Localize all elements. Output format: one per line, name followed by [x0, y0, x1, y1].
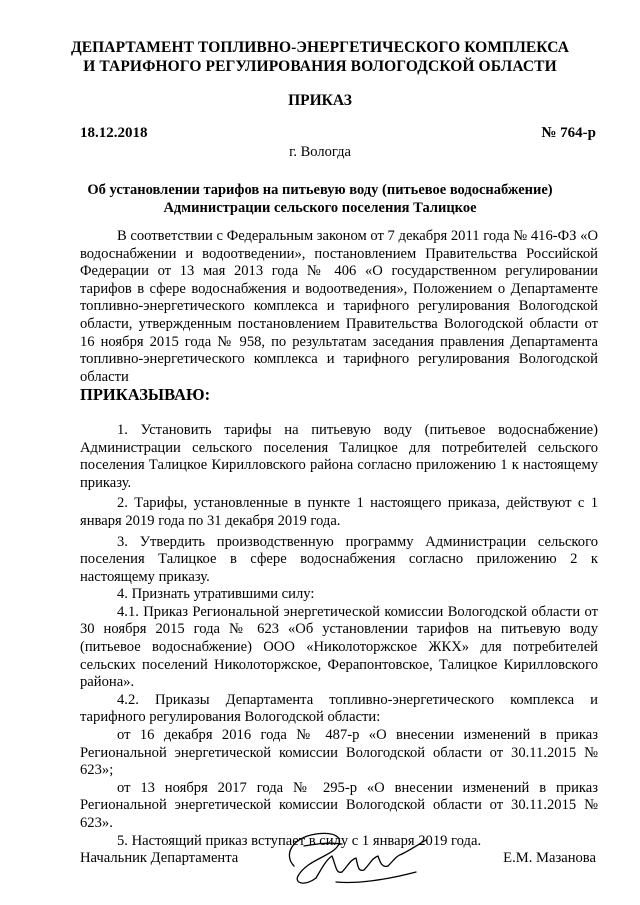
item-5: 5. Настоящий приказ вступает в силу с 1 января 2019 года.: [117, 832, 482, 849]
order-date: 18.12.2018: [80, 125, 148, 141]
document-type: ПРИКАЗ: [288, 92, 352, 109]
order-body: [80, 228, 598, 850]
department-header: [40, 38, 600, 76]
order-number: № 764-р: [541, 125, 596, 141]
handwritten-signature: [276, 826, 436, 892]
item-4: 4. Признать утратившими силу:: [117, 586, 315, 603]
signer-position: Начальник Департамента: [80, 850, 239, 866]
item-4-1: 4.1. Приказ Региональной энергетической комиссии Вологодской области от 30 ноября 2015 года № 623 «Об установлении тарифов на питьевую воду (питьевое водоснабжение) ООО «Николоторжское ЖКХ» для потребителей сельских поселений Николоторжское, Ферапонтовское, Талицкое Кирилловского района».: [80, 603, 598, 691]
city: г. Вологда: [289, 144, 351, 160]
item-4-2-b: от 13 ноября 2017 года № 295-р «О внесении изменений в приказ Региональной энергетической комиссии Вологодской области от 30.11.2015 № 623».: [80, 779, 598, 831]
item-3: 3. Утвердить производственную программу Администрации сельского поселения Талицкое в сфере водоснабжения согласно приложению 2 к настоящему приказу.: [80, 533, 598, 585]
item-1: 1. Установить тарифы на питьевую воду (питьевое водоснабжение) Администрации сельского поселения Талицкое для потребителей сельского поселения Талицкое Кирилловского района согласно приложению 1 к настоящему приказу.: [80, 421, 598, 491]
subject-line-1: Об установлении тарифов на питьевую воду (питьевое водоснабжение): [87, 182, 553, 198]
subject-line-2: Администрации сельского поселения Талицкое: [163, 199, 477, 216]
order-subject: [40, 182, 600, 217]
preamble: В соответствии с Федеральным законом от 7 декабря 2011 года № 416-ФЗ «О водоснабжении и водоотведении», постановлением Правительства Российской Федерации от 13 мая 2013 года № 406 «О государственном регулировании тарифов в сфере водоснабжения и водоотведения», Положением о Департаменте топливно-энергетического комплекса и тарифного регулирования Вологодской области, утвержденным постановлением Правительства Вологодской области от 16 ноября 2015 года № 958, по результатам заседания правления Департамента топливно-энергетического комплекса и тарифного регулирования Вологодской области: [80, 228, 598, 385]
item-2: 2. Тарифы, установленные в пункте 1 настоящего приказа, действуют с 1 января 2019 года по 31 декабря 2019 года.: [80, 495, 598, 529]
signer-name: Е.М. Мазанова: [503, 850, 596, 866]
item-4-2: 4.2. Приказы Департамента топливно-энергетического комплекса и тарифного регулирования Вологодской области:: [80, 691, 598, 726]
department-line-1: ДЕПАРТАМЕНТ ТОПЛИВНО-ЭНЕРГЕТИЧЕСКОГО КОМПЛЕКСА: [70, 39, 570, 56]
item-4-2-a: от 16 декабря 2016 года № 487-р «О внесении изменений в приказ Региональной энергетической комиссии Вологодской области от 30.11.2015 № 623»;: [80, 727, 598, 779]
department-line-2: И ТАРИФНОГО РЕГУЛИРОВАНИЯ ВОЛОГОДСКОЙ ОБЛАСТИ: [83, 58, 557, 75]
order-word: ПРИКАЗЫВАЮ:: [80, 385, 211, 405]
